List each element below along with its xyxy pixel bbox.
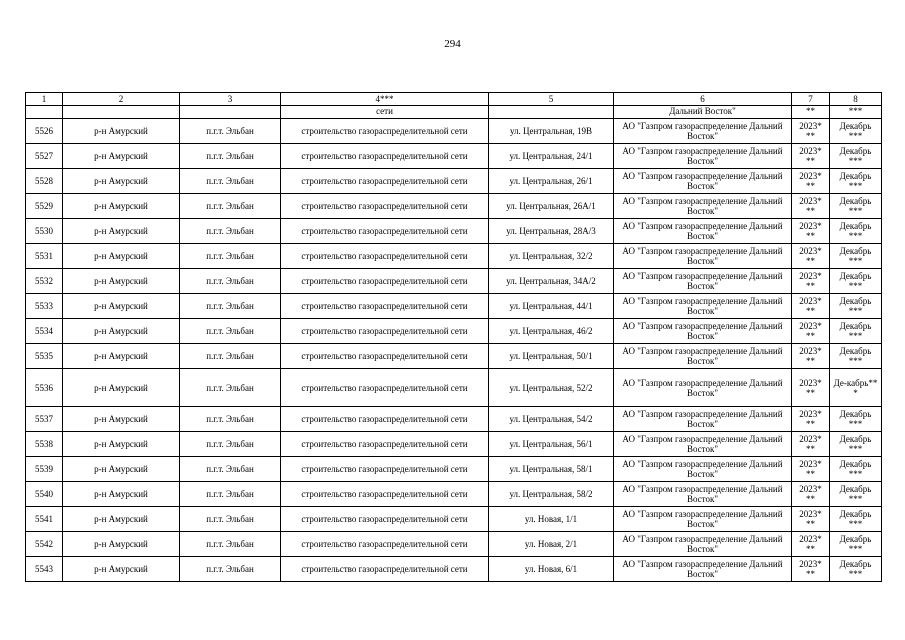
district-cell: р-н Амурский [63,119,180,144]
row-number-cell: 5537 [26,407,63,432]
district-cell: р-н Амурский [63,407,180,432]
organization-cell: АО "Газпром газораспределение Дальний Восток" [614,407,792,432]
district-cell: р-н Амурский [63,219,180,244]
address-cell: ул. Центральная, 19В [489,119,614,144]
month-cell: Декабрь *** [830,507,882,532]
year-cell: 2023* ** [792,532,830,557]
month-cell: Декабрь *** [830,482,882,507]
district-cell: р-н Амурский [63,557,180,582]
settlement-cell: п.г.т. Эльбан [180,319,281,344]
work-description-cell: строительство газораспределительной сети [281,269,489,294]
year-cell: 2023* ** [792,319,830,344]
settlement-cell: п.г.т. Эльбан [180,169,281,194]
settlement-cell: п.г.т. Эльбан [180,457,281,482]
table-row [26,482,882,507]
work-description-cell: строительство газораспределительной сети [281,407,489,432]
organization-cell: АО "Газпром газораспределение Дальний Восток" [614,144,792,169]
district-cell: р-н Амурский [63,244,180,269]
year-cell: 2023* ** [792,482,830,507]
table-row [26,557,882,582]
organization-cell: АО "Газпром газораспределение Дальний Восток" [614,294,792,319]
settlement-cell: п.г.т. Эльбан [180,432,281,457]
page-number: 294 [444,38,461,50]
month-cell: Декабрь *** [830,344,882,369]
column-header: 2 [63,93,180,106]
year-cell: 2023* ** [792,507,830,532]
organization-cell: АО "Газпром газораспределение Дальний Восток" [614,507,792,532]
district-cell: р-н Амурский [63,294,180,319]
work-description-cell: строительство газораспределительной сети [281,244,489,269]
year-cell: 2023* ** [792,369,830,407]
row-number-cell: 5534 [26,319,63,344]
work-description-cell: строительство газораспределительной сети [281,194,489,219]
month-cell: Декабрь *** [830,407,882,432]
row-number-cell: 5530 [26,219,63,244]
address-cell: ул. Центральная, 26/1 [489,169,614,194]
row-number-cell: 5539 [26,457,63,482]
month-cell: Декабрь *** [830,194,882,219]
table-row [26,194,882,219]
district-cell: р-н Амурский [63,169,180,194]
month-cell: Декабрь *** [830,457,882,482]
work-description-cell: строительство газораспределительной сети [281,557,489,582]
year-cell: 2023* ** [792,407,830,432]
work-description-cell: строительство газораспределительной сети [281,144,489,169]
table-cell: ** [792,106,830,119]
table-cell [489,106,614,119]
district-cell: р-н Амурский [63,532,180,557]
organization-cell: АО "Газпром газораспределение Дальний Восток" [614,194,792,219]
month-cell: Декабрь *** [830,219,882,244]
row-number-cell: 5543 [26,557,63,582]
address-cell: ул. Центральная, 54/2 [489,407,614,432]
settlement-cell: п.г.т. Эльбан [180,269,281,294]
table-cell: сети [281,106,489,119]
column-header: 1 [26,93,63,106]
row-number-cell: 5528 [26,169,63,194]
address-cell: ул. Центральная, 34А/2 [489,269,614,294]
table-row [26,319,882,344]
continuation-row [26,106,882,119]
table-row [26,507,882,532]
month-cell: Декабрь *** [830,432,882,457]
table-row [26,244,882,269]
year-cell: 2023* ** [792,457,830,482]
work-description-cell: строительство газораспределительной сети [281,507,489,532]
address-cell: ул. Центральная, 50/1 [489,344,614,369]
row-number-cell: 5529 [26,194,63,219]
organization-cell: АО "Газпром газораспределение Дальний Восток" [614,169,792,194]
work-description-cell: строительство газораспределительной сети [281,319,489,344]
month-cell: Декабрь *** [830,294,882,319]
district-cell: р-н Амурский [63,507,180,532]
month-cell: Де-кабрь** * [830,369,882,407]
table-cell [26,106,63,119]
address-cell: ул. Центральная, 56/1 [489,432,614,457]
settlement-cell: п.г.т. Эльбан [180,507,281,532]
organization-cell: АО "Газпром газораспределение Дальний Восток" [614,432,792,457]
table-row [26,457,882,482]
district-cell: р-н Амурский [63,457,180,482]
table-row [26,119,882,144]
district-cell: р-н Амурский [63,269,180,294]
settlement-cell: п.г.т. Эльбан [180,407,281,432]
table-row [26,169,882,194]
table-row [26,344,882,369]
year-cell: 2023* ** [792,294,830,319]
organization-cell: АО "Газпром газораспределение Дальний Восток" [614,244,792,269]
address-cell: ул. Центральная, 58/2 [489,482,614,507]
organization-cell: АО "Газпром газораспределение Дальний Восток" [614,344,792,369]
column-header: 4*** [281,93,489,106]
work-description-cell: строительство газораспределительной сети [281,169,489,194]
year-cell: 2023* ** [792,269,830,294]
table-row [26,407,882,432]
settlement-cell: п.г.т. Эльбан [180,369,281,407]
table-row [26,269,882,294]
work-description-cell: строительство газораспределительной сети [281,119,489,144]
row-number-cell: 5532 [26,269,63,294]
column-header: 5 [489,93,614,106]
organization-cell: АО "Газпром газораспределение Дальний Восток" [614,557,792,582]
row-number-cell: 5526 [26,119,63,144]
district-cell: р-н Амурский [63,344,180,369]
district-cell: р-н Амурский [63,194,180,219]
settlement-cell: п.г.т. Эльбан [180,482,281,507]
table-cell [180,106,281,119]
row-number-cell: 5531 [26,244,63,269]
work-description-cell: строительство газораспределительной сети [281,432,489,457]
table-cell: Дальний Восток" [614,106,792,119]
district-cell: р-н Амурский [63,319,180,344]
district-cell: р-н Амурский [63,144,180,169]
address-cell: ул. Центральная, 26А/1 [489,194,614,219]
work-description-cell: строительство газораспределительной сети [281,219,489,244]
settlement-cell: п.г.т. Эльбан [180,532,281,557]
work-description-cell: строительство газораспределительной сети [281,344,489,369]
work-description-cell: строительство газораспределительной сети [281,457,489,482]
table-row [26,532,882,557]
address-cell: ул. Новая, 1/1 [489,507,614,532]
row-number-cell: 5538 [26,432,63,457]
table-row [26,144,882,169]
address-cell: ул. Центральная, 52/2 [489,369,614,407]
settlement-cell: п.г.т. Эльбан [180,194,281,219]
year-cell: 2023* ** [792,244,830,269]
row-number-cell: 5540 [26,482,63,507]
settlement-cell: п.г.т. Эльбан [180,119,281,144]
table-row [26,294,882,319]
column-header: 8 [830,93,882,106]
month-cell: Декабрь *** [830,269,882,294]
table-row [26,432,882,457]
organization-cell: АО "Газпром газораспределение Дальний Восток" [614,119,792,144]
row-number-cell: 5527 [26,144,63,169]
year-cell: 2023* ** [792,344,830,369]
column-header: 7 [792,93,830,106]
address-cell: ул. Центральная, 28А/3 [489,219,614,244]
month-cell: Декабрь *** [830,319,882,344]
organization-cell: АО "Газпром газораспределение Дальний Восток" [614,319,792,344]
table-row [26,369,882,407]
address-cell: ул. Центральная, 32/2 [489,244,614,269]
month-cell: Декабрь *** [830,244,882,269]
work-description-cell: строительство газораспределительной сети [281,482,489,507]
address-cell: ул. Новая, 6/1 [489,557,614,582]
year-cell: 2023* ** [792,144,830,169]
settlement-cell: п.г.т. Эльбан [180,557,281,582]
column-header: 3 [180,93,281,106]
settlement-cell: п.г.т. Эльбан [180,219,281,244]
month-cell: Декабрь *** [830,557,882,582]
work-description-cell: строительство газораспределительной сети [281,532,489,557]
row-number-cell: 5533 [26,294,63,319]
year-cell: 2023* ** [792,169,830,194]
organization-cell: АО "Газпром газораспределение Дальний Восток" [614,219,792,244]
column-header: 6 [614,93,792,106]
table-cell: *** [830,106,882,119]
year-cell: 2023* ** [792,557,830,582]
year-cell: 2023* ** [792,219,830,244]
table-row [26,219,882,244]
organization-cell: АО "Газпром газораспределение Дальний Восток" [614,532,792,557]
organization-cell: АО "Газпром газораспределение Дальний Восток" [614,269,792,294]
settlement-cell: п.г.т. Эльбан [180,144,281,169]
settlement-cell: п.г.т. Эльбан [180,294,281,319]
district-cell: р-н Амурский [63,369,180,407]
organization-cell: АО "Газпром газораспределение Дальний Восток" [614,482,792,507]
row-number-cell: 5536 [26,369,63,407]
year-cell: 2023* ** [792,119,830,144]
row-number-cell: 5542 [26,532,63,557]
work-description-cell: строительство газораспределительной сети [281,369,489,407]
settlement-cell: п.г.т. Эльбан [180,344,281,369]
address-cell: ул. Центральная, 46/2 [489,319,614,344]
address-cell: ул. Новая, 2/1 [489,532,614,557]
table-cell [63,106,180,119]
address-cell: ул. Центральная, 44/1 [489,294,614,319]
address-cell: ул. Центральная, 58/1 [489,457,614,482]
column-header-row [26,93,882,106]
month-cell: Декабрь *** [830,119,882,144]
address-cell: ул. Центральная, 24/1 [489,144,614,169]
organization-cell: АО "Газпром газораспределение Дальний Восток" [614,369,792,407]
month-cell: Декабрь *** [830,144,882,169]
month-cell: Декабрь *** [830,532,882,557]
year-cell: 2023* ** [792,194,830,219]
organization-cell: АО "Газпром газораспределение Дальний Восток" [614,457,792,482]
work-description-cell: строительство газораспределительной сети [281,294,489,319]
row-number-cell: 5535 [26,344,63,369]
row-number-cell: 5541 [26,507,63,532]
district-cell: р-н Амурский [63,482,180,507]
district-cell: р-н Амурский [63,432,180,457]
month-cell: Декабрь *** [830,169,882,194]
facilities-table [25,92,882,582]
year-cell: 2023* ** [792,432,830,457]
settlement-cell: п.г.т. Эльбан [180,244,281,269]
